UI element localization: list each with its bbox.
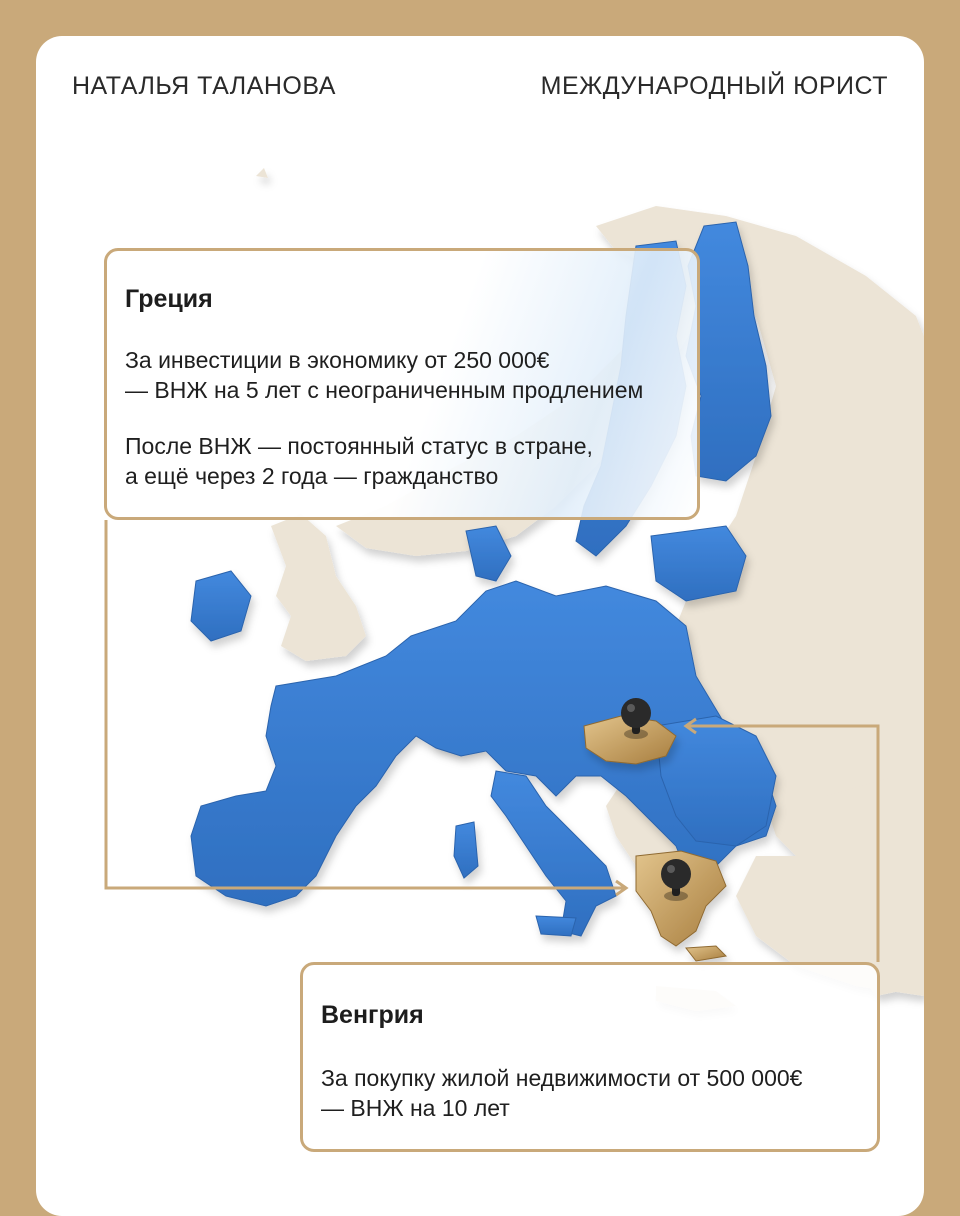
greece-text-line: После ВНЖ — постоянный статус в стране, — [125, 433, 593, 459]
greece-info-box — [104, 248, 700, 520]
greece-text-line: За инвестиции в экономику от 250 000€ — [125, 347, 550, 373]
content-card — [36, 36, 924, 1216]
greece-title: Греция — [125, 285, 213, 313]
hungary-title: Венгрия — [321, 1001, 424, 1029]
author-role: МЕЖДУНАРОДНЫЙ ЮРИСТ — [540, 72, 888, 100]
greece-text-line: — ВНЖ на 5 лет с неограниченным продлением — [125, 377, 644, 403]
map-pin-icon — [621, 698, 651, 739]
hungary-text-line: — ВНЖ на 10 лет — [321, 1095, 510, 1121]
author-name: НАТАЛЬЯ ТАЛАНОВА — [72, 72, 336, 100]
map-pin-icon — [661, 859, 691, 901]
hungary-info-box — [300, 962, 880, 1152]
hungary-text-line: За покупку жилой недвижимости от 500 000€ — [321, 1065, 803, 1091]
greece-text-line: а ещё через 2 года — гражданство — [125, 463, 499, 489]
